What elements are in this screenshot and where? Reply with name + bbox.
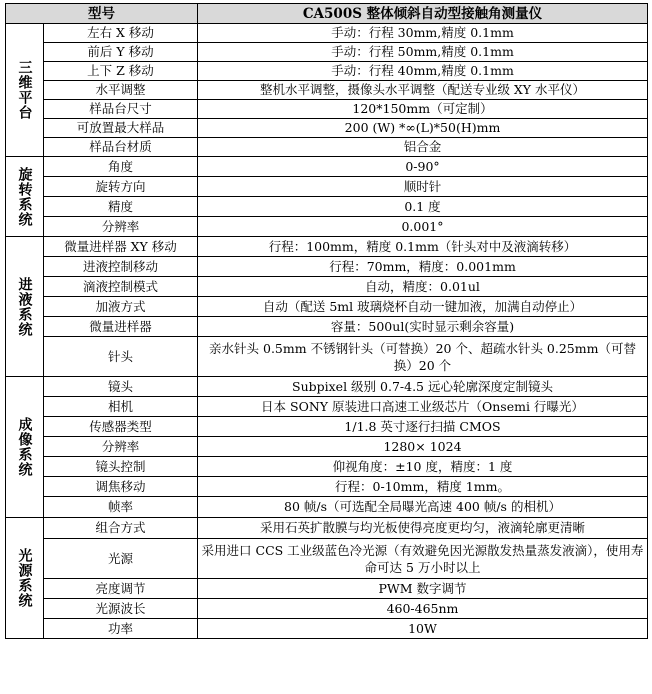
model-value: CA500S 整体倾斜自动型接触角测量仪 (198, 4, 648, 24)
spec-label: 组合方式 (44, 518, 198, 539)
header-row (6, 4, 648, 24)
table-row (6, 277, 648, 297)
category-liquid-system: 进液系统 (6, 237, 44, 377)
table-row (6, 197, 648, 217)
spec-value: 整机水平调整，摄像头水平调整（配送专业级 XY 水平仪） (198, 81, 648, 100)
spec-value: 自动（配送 5ml 玻璃烧杯自动一键加液，加满自动停止） (198, 297, 648, 317)
spec-value: 手动：行程 40mm,精度 0.1mm (198, 62, 648, 81)
table-row (6, 157, 648, 177)
spec-label: 分辨率 (44, 217, 198, 237)
spec-label: 帧率 (44, 497, 198, 518)
table-row (6, 337, 648, 377)
spec-value: 采用进口 CCS 工业级蓝色冷光源（有效避免因光源散发热量蒸发液滴），使用寿命可达 5 万小时以上 (198, 539, 648, 579)
spec-value: 采用石英扩散膜与均光板使得亮度更均匀，液滴轮廓更清晰 (198, 518, 648, 539)
spec-value: 仰视角度：±10 度，精度：1 度 (198, 457, 648, 477)
spec-value: Subpixel 级别 0.7-4.5 远心轮廓深度定制镜头 (198, 377, 648, 397)
spec-value: PWM 数字调节 (198, 579, 648, 599)
table-row (6, 43, 648, 62)
spec-value: 200 (W) *∞(L)*50(H)mm (198, 119, 648, 138)
table-row (6, 62, 648, 81)
table-row (6, 100, 648, 119)
table-row (6, 237, 648, 257)
spec-label: 镜头控制 (44, 457, 198, 477)
table-row (6, 539, 648, 579)
spec-table (5, 3, 648, 639)
spec-value: 手动：行程 30mm,精度 0.1mm (198, 24, 648, 43)
spec-label: 前后 Y 移动 (44, 43, 198, 62)
table-row (6, 297, 648, 317)
spec-label: 针头 (44, 337, 198, 377)
spec-value: 亲水针头 0.5mm 不锈钢针头（可替换）20 个、超疏水针头 0.25mm（可替换）20 个 (198, 337, 648, 377)
spec-label: 微量进样器 XY 移动 (44, 237, 198, 257)
spec-value: 自动，精度：0.01ul (198, 277, 648, 297)
table-row (6, 257, 648, 277)
spec-label: 上下 Z 移动 (44, 62, 198, 81)
spec-value: 80 帧/s（可选配全局曝光高速 400 帧/s 的相机） (198, 497, 648, 518)
spec-value: 0-90° (198, 157, 648, 177)
spec-value: 行程：100mm，精度 0.1mm（针头对中及液滴转移） (198, 237, 648, 257)
spec-label: 可放置最大样品 (44, 119, 198, 138)
table-row (6, 119, 648, 138)
spec-label: 分辨率 (44, 437, 198, 457)
spec-table-container (5, 3, 648, 639)
table-row (6, 477, 648, 497)
category-light-system: 光源系统 (6, 518, 44, 639)
spec-label: 传感器类型 (44, 417, 198, 437)
spec-label: 精度 (44, 197, 198, 217)
table-row (6, 579, 648, 599)
table-row (6, 518, 648, 539)
table-row (6, 397, 648, 417)
spec-value: 460-465nm (198, 599, 648, 619)
spec-value: 120*150mm（可定制） (198, 100, 648, 119)
spec-value: 行程：0-10mm，精度 1mm。 (198, 477, 648, 497)
spec-label: 进液控制移动 (44, 257, 198, 277)
spec-label: 样品台尺寸 (44, 100, 198, 119)
spec-label: 镜头 (44, 377, 198, 397)
spec-label: 滴液控制模式 (44, 277, 198, 297)
spec-label: 功率 (44, 619, 198, 639)
table-row (6, 138, 648, 157)
spec-value: 手动：行程 50mm,精度 0.1mm (198, 43, 648, 62)
table-row (6, 317, 648, 337)
spec-label: 样品台材质 (44, 138, 198, 157)
table-row (6, 81, 648, 100)
spec-value: 1280× 1024 (198, 437, 648, 457)
spec-label: 调焦移动 (44, 477, 198, 497)
spec-value: 容量：500ul(实时显示剩余容量) (198, 317, 648, 337)
spec-label: 微量进样器 (44, 317, 198, 337)
spec-label: 旋转方向 (44, 177, 198, 197)
spec-value: 日本 SONY 原装进口高速工业级芯片（Onsemi 行曝光） (198, 397, 648, 417)
spec-label: 水平调整 (44, 81, 198, 100)
table-row (6, 217, 648, 237)
table-row (6, 619, 648, 639)
spec-label: 相机 (44, 397, 198, 417)
table-row (6, 457, 648, 477)
spec-label: 光源波长 (44, 599, 198, 619)
model-label: 型号 (6, 4, 198, 24)
spec-value: 铝合金 (198, 138, 648, 157)
category-imaging-system: 成像系统 (6, 377, 44, 518)
table-row (6, 24, 648, 43)
category-rotation-system: 旋转系统 (6, 157, 44, 237)
spec-value: 行程：70mm，精度：0.001mm (198, 257, 648, 277)
spec-label: 亮度调节 (44, 579, 198, 599)
spec-label: 光源 (44, 539, 198, 579)
table-row (6, 437, 648, 457)
spec-label: 角度 (44, 157, 198, 177)
table-row (6, 417, 648, 437)
spec-value: 0.001° (198, 217, 648, 237)
category-3d-platform: 三维平台 (6, 24, 44, 157)
spec-label: 左右 X 移动 (44, 24, 198, 43)
table-row (6, 177, 648, 197)
spec-label: 加液方式 (44, 297, 198, 317)
spec-value: 1/1.8 英寸逐行扫描 CMOS (198, 417, 648, 437)
spec-value: 10W (198, 619, 648, 639)
spec-value: 顺时针 (198, 177, 648, 197)
table-row (6, 599, 648, 619)
table-row (6, 497, 648, 518)
spec-value: 0.1 度 (198, 197, 648, 217)
table-row (6, 377, 648, 397)
